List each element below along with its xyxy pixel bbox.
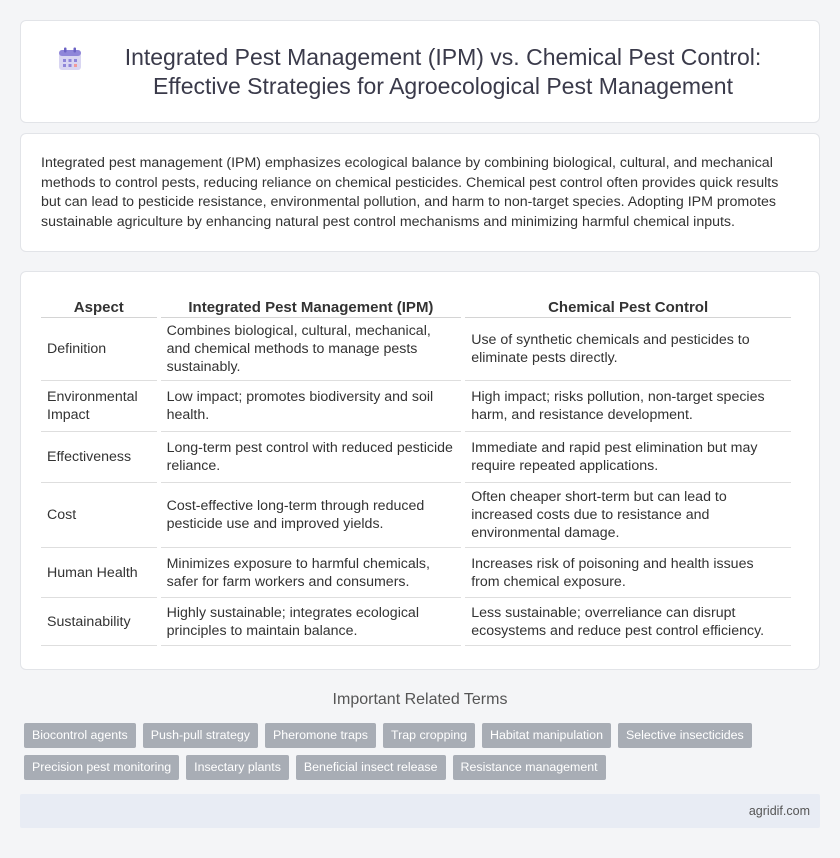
cell-aspect: Cost <box>41 483 157 548</box>
header-chemical: Chemical Pest Control <box>465 292 791 318</box>
table-row <box>41 381 791 432</box>
tag-push-pull-strategy[interactable]: Push-pull strategy <box>143 723 258 748</box>
tag-resistance-management[interactable]: Resistance management <box>453 755 606 780</box>
cell-ipm: Cost-effective long-term through reduced pesticide use and improved yields. <box>161 483 462 548</box>
comparison-card <box>20 271 820 670</box>
table-row <box>41 432 791 483</box>
cell-aspect: Environmental Impact <box>41 381 157 432</box>
related-terms-list <box>24 723 824 780</box>
cell-chemical: High impact; risks pollution, non-target species harm, and resistance development. <box>465 381 791 432</box>
tag-trap-cropping[interactable]: Trap cropping <box>383 723 475 748</box>
cell-chemical: Immediate and rapid pest elimination but may require repeated applications. <box>465 432 791 483</box>
page-title: Integrated Pest Management (IPM) vs. Chemical Pest Control: Effective Strategies for Agroecological Pest Management <box>124 43 762 99</box>
cell-ipm: Combines biological, cultural, mechanical, and chemical methods to manage pests sustainably. <box>161 318 462 381</box>
cell-ipm: Low impact; promotes biodiversity and soil health. <box>161 381 462 432</box>
table-row <box>41 318 791 381</box>
cell-chemical: Less sustainable; overreliance can disrupt ecosystems and reduce pest control efficiency. <box>465 598 791 646</box>
cell-aspect: Definition <box>41 318 157 381</box>
related-terms-title: Important Related Terms <box>332 691 508 708</box>
cell-aspect: Sustainability <box>41 598 157 646</box>
tag-habitat-manipulation[interactable]: Habitat manipulation <box>482 723 611 748</box>
tag-insectary-plants[interactable]: Insectary plants <box>186 755 289 780</box>
intro-text: Integrated pest management (IPM) emphasizes ecological balance by combining biological, cultural, and mechanical methods to control pests, reducing reliance on chemical pesticides. Chemical pest control often provides quick results but can lead to pesticide resistance, environmental pollution, and harm to non-target species. Adopting IPM promotes sustainable agriculture by enhancing natural pest control mechanisms and minimizing harmful chemical inputs. <box>41 155 779 230</box>
calendar-icon <box>57 46 83 72</box>
cell-ipm: Minimizes exposure to harmful chemicals, safer for farm workers and consumers. <box>161 548 462 598</box>
cell-ipm: Long-term pest control with reduced pesticide reliance. <box>161 432 462 483</box>
comparison-table <box>37 292 795 646</box>
tag-biocontrol-agents[interactable]: Biocontrol agents <box>24 723 136 748</box>
cell-aspect: Effectiveness <box>41 432 157 483</box>
intro-card <box>20 133 820 252</box>
table-row <box>41 483 791 548</box>
cell-chemical: Often cheaper short-term but can lead to increased costs due to resistance and environmental damage. <box>465 483 791 548</box>
tag-selective-insecticides[interactable]: Selective insecticides <box>618 723 752 748</box>
table-row <box>41 598 791 646</box>
title-card <box>20 20 820 123</box>
table-header-row <box>41 292 791 318</box>
tag-pheromone-traps[interactable]: Pheromone traps <box>265 723 376 748</box>
tag-beneficial-insect-release[interactable]: Beneficial insect release <box>296 755 446 780</box>
tag-precision-pest-monitoring[interactable]: Precision pest monitoring <box>24 755 179 780</box>
table-row <box>41 548 791 598</box>
cell-chemical: Use of synthetic chemicals and pesticides to eliminate pests directly. <box>465 318 791 381</box>
header-ipm: Integrated Pest Management (IPM) <box>161 292 462 318</box>
footer <box>20 794 820 828</box>
cell-aspect: Human Health <box>41 548 157 598</box>
title-wrap <box>21 21 819 122</box>
cell-ipm: Highly sustainable; integrates ecological principles to maintain balance. <box>161 598 462 646</box>
cell-chemical: Increases risk of poisoning and health issues from chemical exposure. <box>465 548 791 598</box>
footer-site[interactable]: agridif.com <box>748 804 810 818</box>
header-aspect: Aspect <box>41 292 157 318</box>
